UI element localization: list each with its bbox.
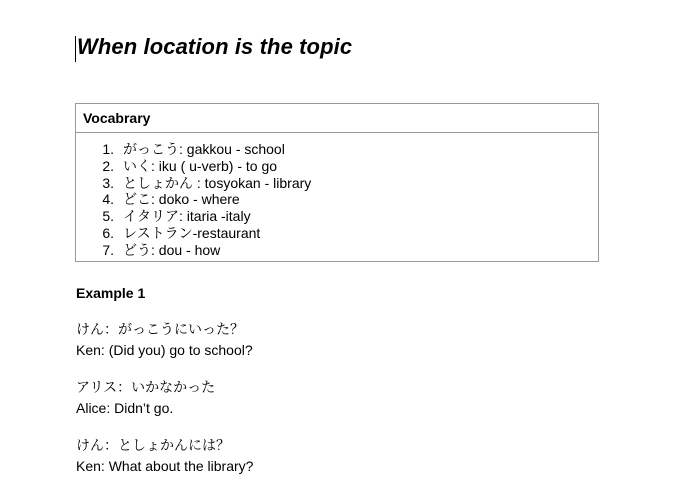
vocabulary-item[interactable] [76, 242, 598, 259]
vocabulary-text: いく: iku ( u-verb) - to go [123, 157, 278, 174]
dialogue-line-japanese[interactable]: けん：としょかんには？ [76, 437, 230, 453]
vocabulary-table [75, 103, 599, 262]
page-title[interactable]: When location is the topic [77, 34, 353, 59]
list-number: 4. [102, 191, 114, 208]
list-number: 2. [102, 157, 114, 174]
vocabulary-text: としょかん : tosyokan - library [123, 174, 312, 191]
example-heading[interactable]: Example 1 [76, 285, 146, 301]
vocabulary-text: イタリア: itaria -italy [123, 208, 251, 225]
list-number: 5. [102, 208, 114, 225]
text-cursor [75, 36, 76, 62]
list-number: 1. [102, 141, 114, 157]
vocabulary-header[interactable]: Vocabrary [76, 104, 598, 133]
vocabulary-text: レストラン-restaurant [123, 224, 261, 241]
vocabulary-item[interactable] [76, 225, 598, 242]
dialogue-line-english[interactable]: Ken: (Did you) go to school? [76, 342, 253, 358]
vocabulary-list [76, 133, 598, 259]
vocabulary-text: どう: dou - how [123, 241, 221, 258]
dialogue-line-english[interactable]: Ken: What about the library? [76, 458, 254, 474]
dialogue-line-english[interactable]: Alice: Didn’t go. [76, 400, 174, 416]
vocabulary-item[interactable] [76, 158, 598, 175]
dialogue-line-japanese[interactable]: けん：がっこうにいった？ [76, 321, 244, 337]
list-number: 3. [102, 174, 114, 191]
list-number: 7. [102, 241, 114, 258]
list-number: 6. [102, 224, 114, 241]
vocabulary-item[interactable] [76, 175, 598, 192]
vocabulary-text: がっこう: gakkou - school [123, 141, 285, 157]
vocabulary-item[interactable] [76, 191, 598, 208]
vocabulary-item[interactable] [76, 208, 598, 225]
vocabulary-item[interactable] [76, 141, 598, 158]
vocabulary-text: どこ: doko - where [123, 191, 240, 208]
dialogue-line-japanese[interactable]: アリス：いかなかった [76, 379, 216, 395]
